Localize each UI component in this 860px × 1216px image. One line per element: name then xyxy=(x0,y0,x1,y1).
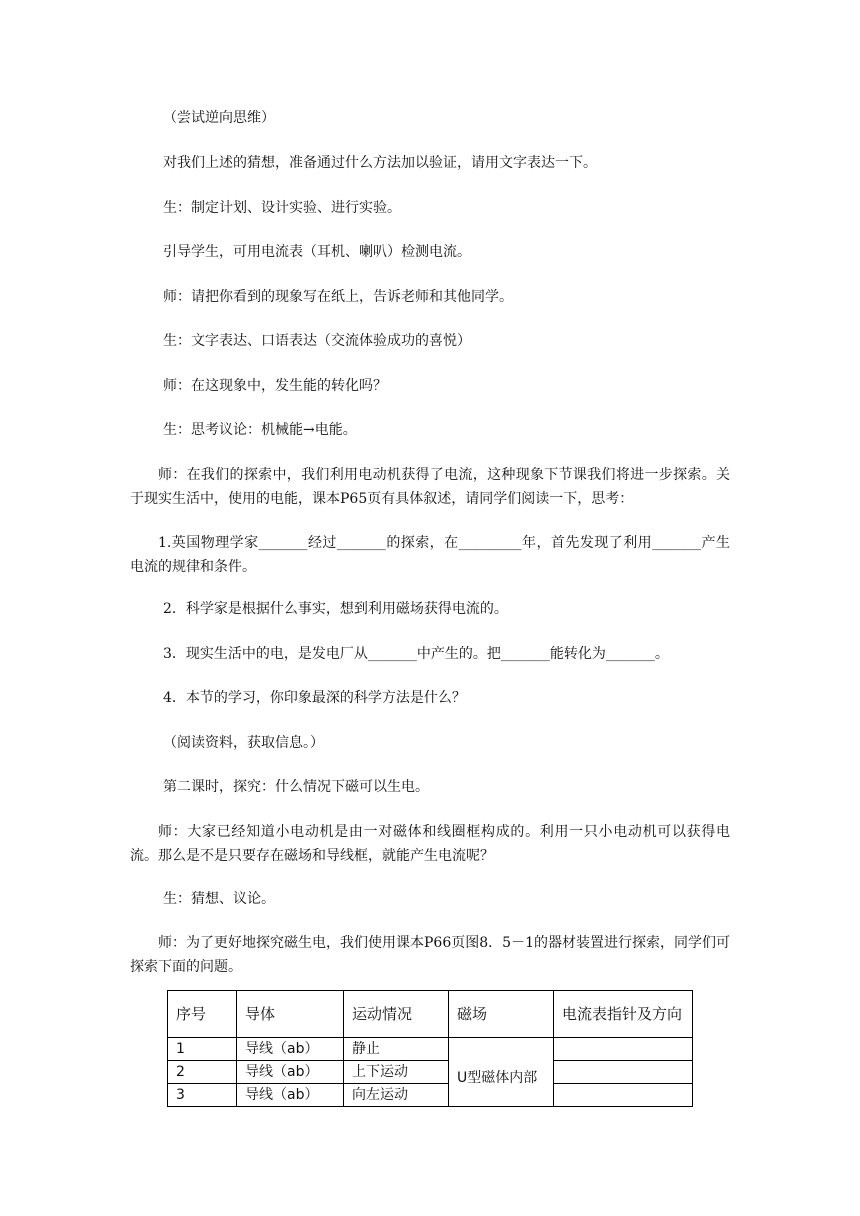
cell-motion: 上下运动 xyxy=(344,1061,449,1084)
cell-magnet: U型磁体内部 xyxy=(449,1038,554,1107)
cell-motion: 静止 xyxy=(344,1038,449,1061)
question-2: 2．科学家是根据什么事实，想到利用磁场获得电流的。 xyxy=(163,601,508,617)
cell-motion: 向左运动 xyxy=(344,1084,449,1107)
paragraph: 生：制定计划、设计实验、进行实验。 xyxy=(163,200,401,216)
paragraph: 师：在这现象中，发生能的转化吗？ xyxy=(163,378,387,394)
cell-needle xyxy=(554,1038,693,1061)
paragraph: 引导学生，可用电流表（耳机、喇叭）检测电流。 xyxy=(163,244,471,260)
question-3: 3．现实生活中的电，是发电厂从_______中产生的。把_______能转化为_______。 xyxy=(163,646,669,662)
paragraph: 师：在我们的探索中，我们利用电动机获得了电流，这种现象下节课我们将进一步探索。关于现实生活中，使用的电能，课本P65页有具体叙述，请同学们阅读一下，思考： xyxy=(130,467,730,507)
paragraph: （阅读资料，获取信息。） xyxy=(163,735,324,751)
table-row xyxy=(168,1061,693,1084)
cell-no: 1 xyxy=(168,1038,237,1061)
paragraph: 第二课时，探究：什么情况下磁可以生电。 xyxy=(163,779,429,795)
header-no: 序号 xyxy=(168,991,237,1038)
header-magnetic-field: 磁场 xyxy=(449,991,554,1038)
paragraph: 师：大家已经知道小电动机是由一对磁体和线圈框构成的。利用一只小电动机可以获得电流。那么是不是只要存在磁场和导线框，就能产生电流呢？ xyxy=(130,824,730,864)
paragraph: 师：为了更好地探究磁生电，我们使用课本P66页图8．5－1的器材装置进行探索，同学们可探索下面的问题。 xyxy=(130,935,730,975)
paragraph: 生：猜想、议论。 xyxy=(163,891,275,907)
experiment-table xyxy=(167,990,693,1107)
header-motion: 运动情况 xyxy=(344,991,449,1038)
cell-conductor: 导线（ab） xyxy=(237,1084,344,1107)
cell-conductor: 导线（ab） xyxy=(237,1061,344,1084)
header-needle: 电流表指针及方向 xyxy=(554,991,693,1038)
paragraph: 生：文字表达、口语表达（交流体验成功的喜悦） xyxy=(163,333,471,349)
cell-conductor: 导线（ab） xyxy=(237,1038,344,1061)
header-conductor: 导体 xyxy=(237,991,344,1038)
paragraph: 对我们上述的猜想，准备通过什么方法加以验证，请用文字表达一下。 xyxy=(163,155,597,171)
cell-no: 2 xyxy=(168,1061,237,1084)
table-row xyxy=(168,1038,693,1061)
paragraph: 师：请把你看到的现象写在纸上，告诉老师和其他同学。 xyxy=(163,289,513,305)
table-header-row xyxy=(168,991,693,1038)
cell-needle xyxy=(554,1084,693,1107)
table-row xyxy=(168,1084,693,1107)
question-1: 1.英国物理学家_______经过_______的探索，在_________年，首先发现了利用_______产生电流的规律和条件。 xyxy=(130,535,730,575)
paragraph: （尝试逆向思维） xyxy=(163,110,275,126)
paragraph: 生：思考议论：机械能→电能。 xyxy=(163,422,357,438)
cell-no: 3 xyxy=(168,1084,237,1107)
question-4: 4．本节的学习，你印象最深的科学方法是什么？ xyxy=(163,690,466,706)
cell-needle xyxy=(554,1061,693,1084)
